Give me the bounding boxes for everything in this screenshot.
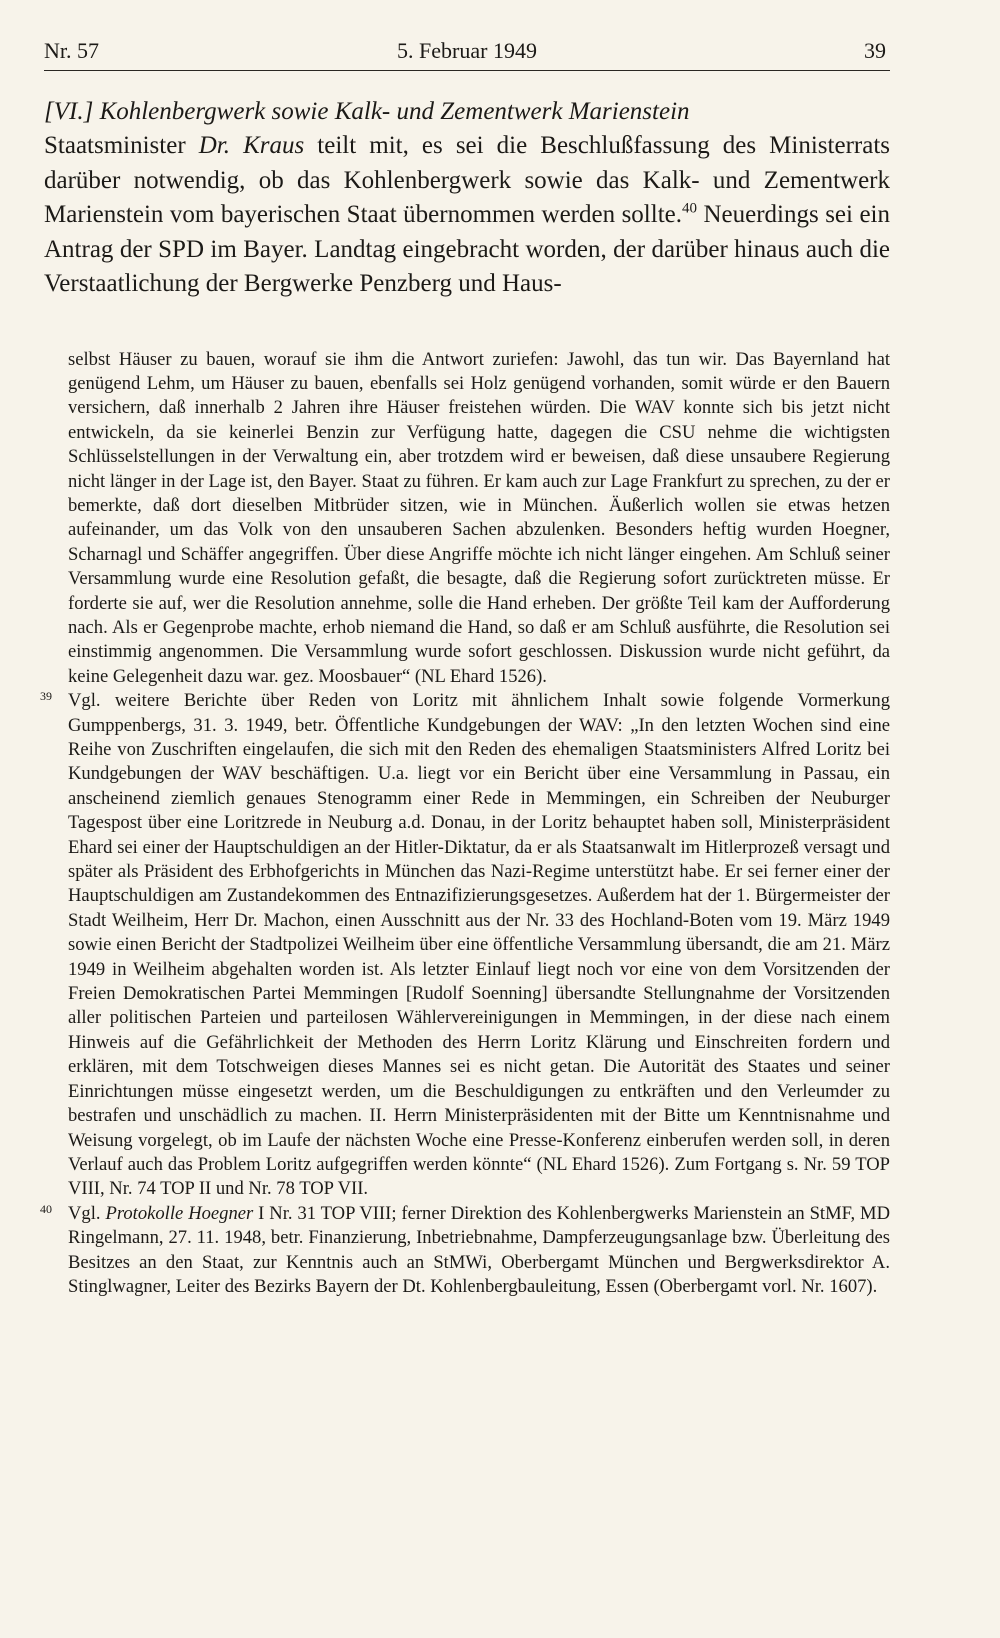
footnote-continuation: selbst Häuser zu bauen, worauf sie ihm die Antwort zuriefen: Jawohl, das tun wir. Das Bayernland hat genügend Lehm, um Häuser zu bauen, ebenfalls sei Holz genügend vorhanden, somit würde er den Bauern versichern, daß innerhalb 2 Jahren ihre Häuser freistehen würden. Die WAV konnte sich bis jetzt nicht entwickeln, da sie keinerlei Benzin zur Verfügung hatte, dagegen die CSU nehme die wichtigsten Schlüsselstellungen in der Verwaltung ein, aber trotzdem wird er beweisen, daß diese unsaubere Regierung nicht länger in der Lage ist, den Bayer. Staat zu führen. Er kam auch zur Lage Frankfurt zu sprechen, zu der er bemerkte, daß dort dieselben Mitbrüder sitzen, wie in München. Äußerlich wollen sie etwas hetzen aufeinander, um das Volk von den unsauberen Sachen abzulenken. Besonders heftig wurden Hoegner, Scharnagl und Schäffer angegriffen. Über diese Angriffe möchte ich nicht länger eingehen. Am Schluß seiner Versammlung wurde eine Resolution gefaßt, die besagte, daß die Regierung sofort zurücktreten müsse. Er forderte sie auf, wer die Resolution annehme, solle die Hand erheben. Der größte Teil kam der Aufforderung nach. Als er Gegenprobe machte, erhob niemand die Hand, so daß er am Schluß ausführte, die Resolution sei einstimmig angenommen. Die Versammlung wurde sofort geschlossen. Diskussion wurde nicht geführt, da keine Gelegenheit dazu war. gez. Moosbauer“ (NL Ehard 1526).	[68, 348, 890, 687]
footnote-40-pre: Vgl.	[68, 1202, 106, 1224]
main-paragraph	[44, 129, 890, 302]
body-part-2: teilt mit, es sei die Beschlußfassung des Ministerrats darüber notwendig, ob das Kohlenbergwerk sowie das Kalk- und Zementwerk Marienstein vom bayerischen Staat übernommen werden sollte.	[44, 132, 890, 228]
page-number: 39	[864, 38, 886, 63]
minister-name: Dr. Kraus	[198, 132, 305, 159]
body-part-1: Staatsminister	[44, 132, 199, 159]
footnote-39-number: 39	[40, 689, 52, 704]
section-numeral: [VI.]	[44, 98, 94, 125]
footnote-39	[40, 689, 890, 1202]
section-title	[44, 95, 890, 129]
footnotes	[40, 348, 890, 1300]
footnote-ref-40[interactable]: 40	[682, 200, 697, 217]
footnote-40-text: I Nr. 31 TOP VIII; ferner Direktion des Kohlenbergwerks Marienstein an StMF, MD Ringelmann, 27. 11. 1948, betr. Finanzierung, Inbetriebnahme, Dampferzeugungsanlage bzw. Überleitung des Besitzes an den Staat, zur Kenntnis auch an StMWi, Oberbergamt München und Bergwerksdirektor A. Stinglwagner, Leiter des Bezirks Bayern der Dt. Kohlenbergbauleitung, Essen (Oberbergamt vorl. Nr. 1607).	[68, 1202, 890, 1297]
running-header	[44, 38, 890, 71]
footnote-40	[40, 1201, 890, 1300]
section-heading: Kohlenbergwerk sowie Kalk- und Zementwerk Marienstein	[99, 98, 690, 125]
footnote-40-number: 40	[40, 1201, 52, 1216]
footnote-39-text: Vgl. weitere Berichte über Reden von Loritz mit ähnlichem Inhalt sowie folgende Vormerkung Gumppenbergs, 31. 3. 1949, betr. Öffentliche Kundgebungen der WAV: „In den letzten Wochen sind eine Reihe von Zuschriften eingelaufen, die sich mit den Reden des ehemaligen Staatsministers Alfred Loritz bei Kundgebungen der WAV beschäftigen. U.a. liegt vor ein Bericht über eine Versammlung in Passau, ein anscheinend ziemlich genaues Stenogramm einer Rede in Memmingen, ein Schreiben der Neuburger Tagespost über eine Loritzrede in Neuburg a.d. Donau, in der Loritz behauptet haben soll, Ministerpräsident Ehard sei einer der Hauptschuldigen an der Hitler-Diktatur, da er als Staatsanwalt im Hitlerprozeß versagt und später als Präsident des Erbhofgerichts in München das Nazi-Regime unterstützt habe. Er sei ferner einer der Hauptschuldigen am Zustandekommen des Entnazifizierungsgesetzes. Außerdem hat der 1. Bürgermeister der Stadt Weilheim, Herr Dr. Machon, einen Ausschnitt aus der Nr. 33 des Hochland-Boten vom 19. März 1949 sowie einen Bericht der Stadtpolizei Weilheim über eine öffentliche Versammlung übersandt, die am 21. März 1949 in Weilheim abgehalten worden ist. Als letzter Einlauf liegt noch vor eine von dem Vorsitzenden der Freien Demokratischen Partei Memmingen [Rudolf Soenning] übersandte Stellungnahme der Vorsitzenden aller politischen Parteien und parteilosen Wählervereinigungen in Memmingen, in der diese nach einem Hinweis auf die Gefährlichkeit der Methoden des Herrn Loritz Klärung und Einschreiten fordern und erklären, mit dem Totschweigen dieses Mannes sei es nicht getan. Die Autorität des Staates und seiner Einrichtungen müsse eingesetzt werden, um die Beschuldigungen zu entkräften und den Verleumder zu bestrafen und unschädlich zu machen. II. Herrn Ministerpräsidenten mit der Bitte um Kenntnisnahme und Weisung vorgelegt, ob im Laufe der nächsten Woche eine Presse-Konferenz einberufen werden soll, in deren Verlauf auch das Problem Loritz aufgegriffen werden könnte“ (NL Ehard 1526). Zum Fortgang s. Nr. 59 TOP VIII, Nr. 74 TOP II und Nr. 78 TOP VII.	[68, 690, 890, 1200]
footnote-40-italic: Protokolle Hoegner	[105, 1202, 254, 1224]
header-date: 5. Februar 1949	[397, 38, 537, 63]
page-content	[40, 38, 890, 1299]
document-number: Nr. 57	[44, 38, 99, 63]
body-part-3: Neuerdings sei ein Antrag der SPD im Bayer. Landtag eingebracht worden, der darüber hinaus auch die Verstaatlichung der Bergwerke Penzberg und Haus-	[44, 201, 890, 297]
